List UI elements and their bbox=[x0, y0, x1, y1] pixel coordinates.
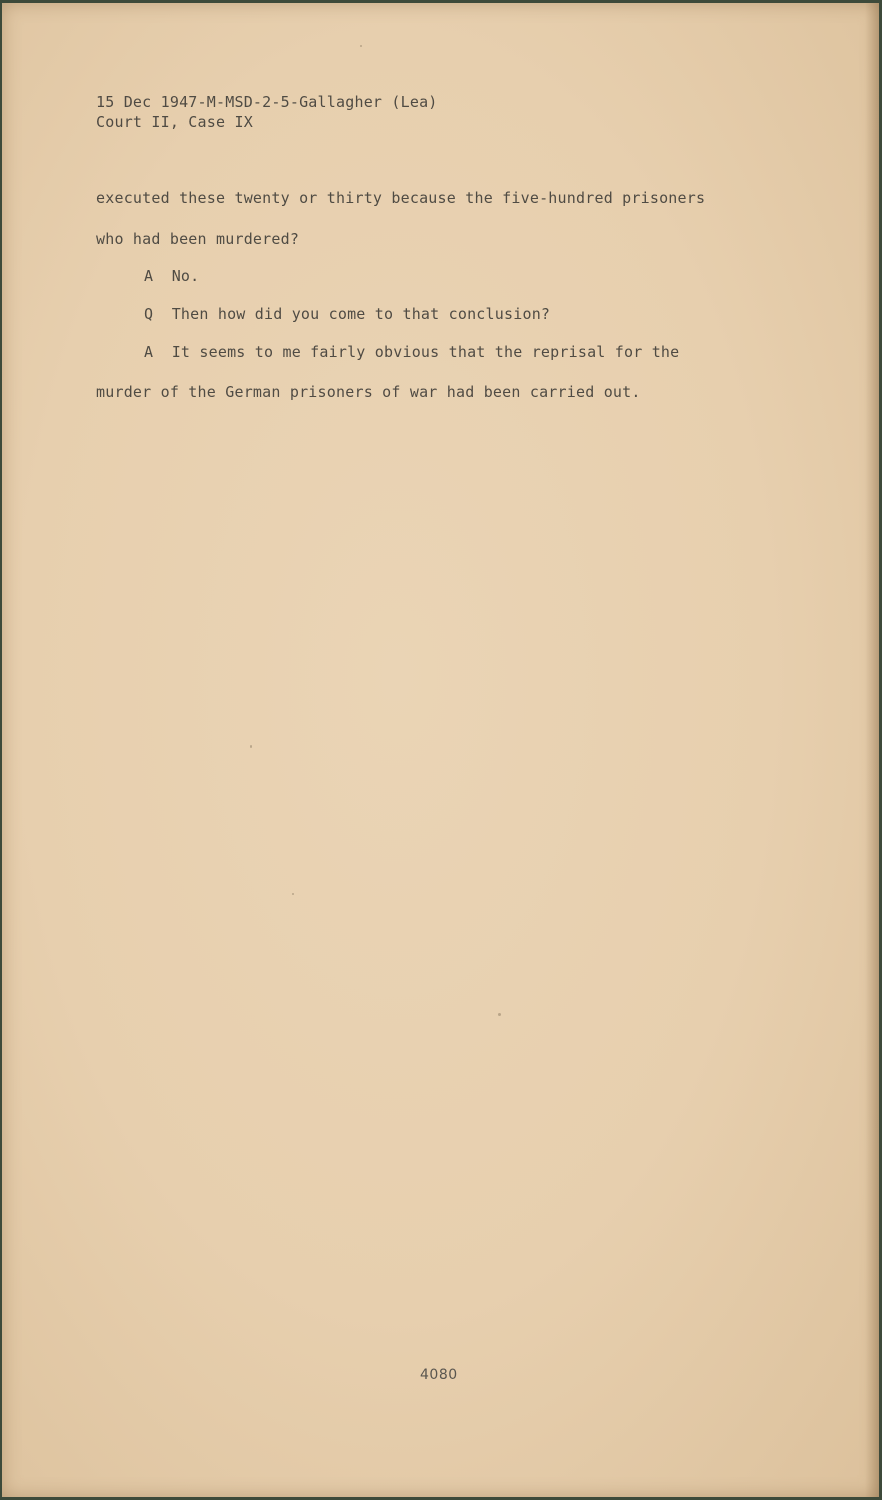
paper-speck bbox=[360, 45, 362, 47]
paper-speck bbox=[250, 745, 252, 748]
paper-speck bbox=[292, 893, 294, 895]
transcript-question: Q Then how did you come to that conclusion? bbox=[144, 305, 551, 323]
header-line-court-case: Court II, Case IX bbox=[96, 113, 253, 131]
transcript-line: executed these twenty or thirty because the five-hundred prisoners bbox=[96, 189, 706, 207]
page-number: 4080 bbox=[420, 1367, 458, 1383]
transcript-line: murder of the German prisoners of war had been carried out. bbox=[96, 383, 641, 401]
paper-speck bbox=[498, 1013, 501, 1016]
document-page bbox=[2, 3, 879, 1497]
transcript-answer: A No. bbox=[144, 267, 200, 285]
transcript-line: who had been murdered? bbox=[96, 230, 300, 248]
transcript-answer: A It seems to me fairly obvious that the reprisal for the bbox=[144, 343, 680, 361]
header-line-date-reference: 15 Dec 1947-M-MSD-2-5-Gallagher (Lea) bbox=[96, 93, 438, 111]
page-edge-shadow bbox=[865, 3, 879, 1497]
